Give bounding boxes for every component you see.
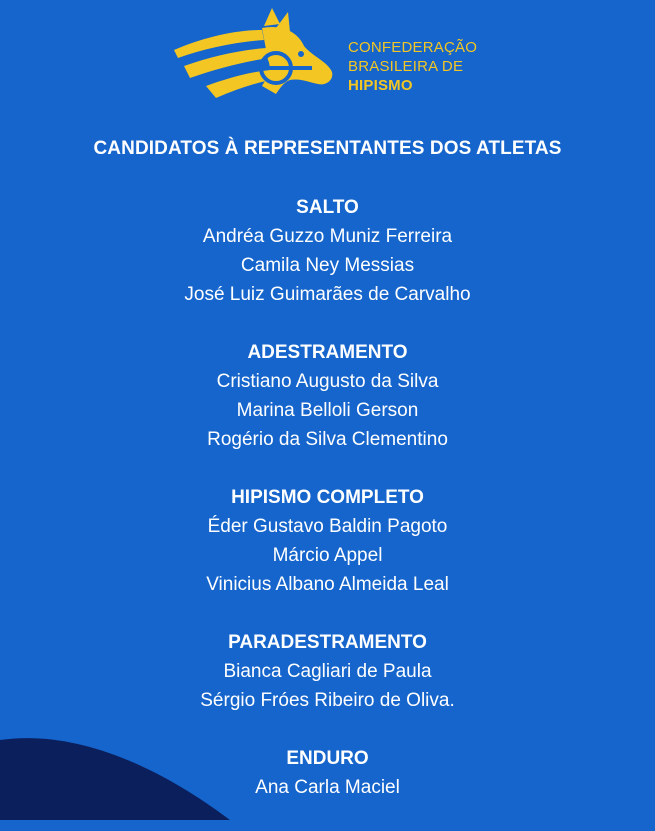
candidate-name: Éder Gustavo Baldin Pagoto bbox=[207, 516, 448, 537]
section-title: PARADESTRAMENTO bbox=[228, 632, 427, 653]
header bbox=[0, 0, 655, 120]
candidate-name: Sérgio Fróes Ribeiro de Oliva. bbox=[200, 690, 455, 711]
candidate-name: Camila Ney Messias bbox=[240, 255, 415, 276]
brand-line-2: BRASILEIRA DE bbox=[348, 58, 464, 75]
section-title: SALTO bbox=[296, 197, 359, 218]
page-title: CANDIDATOS À REPRESENTANTES DOS ATLETAS bbox=[93, 138, 562, 159]
section-title: ENDURO bbox=[286, 748, 369, 769]
section-title: HIPISMO COMPLETO bbox=[231, 487, 424, 508]
section-hipismo-completo bbox=[0, 483, 655, 599]
candidate-name: Andréa Guzzo Muniz Ferreira bbox=[202, 226, 453, 247]
section-adestramento bbox=[0, 338, 655, 454]
horse-head-logo-icon bbox=[172, 6, 336, 106]
candidate-name: Marina Belloli Gerson bbox=[236, 400, 419, 421]
candidate-name: Bianca Cagliari de Paula bbox=[223, 661, 432, 682]
section-enduro bbox=[0, 744, 655, 802]
candidate-name: Rogério da Silva Clementino bbox=[207, 429, 448, 450]
brand-line-3: HIPISMO bbox=[348, 77, 413, 94]
brand-wordmark bbox=[348, 38, 477, 95]
section-paradestramento bbox=[0, 628, 655, 715]
brand-line-1: CONFEDERAÇÃO bbox=[348, 39, 478, 56]
candidate-name: Ana Carla Maciel bbox=[255, 777, 400, 798]
candidate-name: Vinicius Albano Almeida Leal bbox=[206, 574, 449, 595]
candidate-name: Cristiano Augusto da Silva bbox=[216, 371, 439, 392]
candidate-sections bbox=[0, 193, 655, 831]
section-title: ADESTRAMENTO bbox=[247, 342, 408, 363]
candidate-name: Márcio Appel bbox=[272, 545, 383, 566]
candidate-name: José Luiz Guimarães de Carvalho bbox=[184, 284, 471, 305]
section-salto bbox=[0, 193, 655, 309]
